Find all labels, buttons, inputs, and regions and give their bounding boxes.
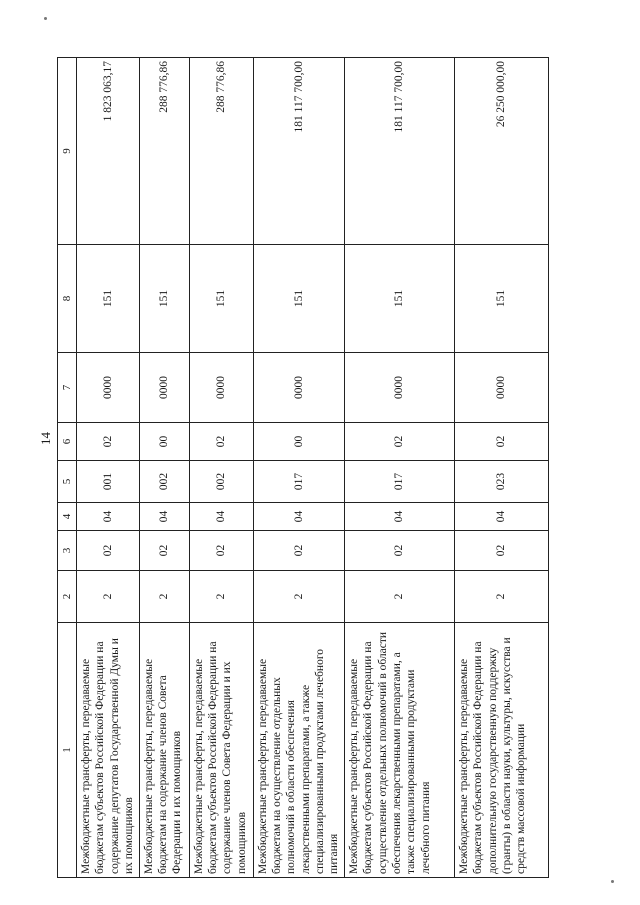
cell-c6: 00 bbox=[253, 423, 344, 461]
cell-c3: 02 bbox=[344, 531, 454, 571]
cell-amount: 288 776,86 bbox=[189, 58, 253, 245]
cell-c4: 04 bbox=[253, 503, 344, 531]
cell-c6: 02 bbox=[77, 423, 140, 461]
header-row bbox=[58, 58, 77, 878]
cell-c4: 04 bbox=[454, 503, 548, 531]
cell-c5: 017 bbox=[253, 461, 344, 503]
cell-amount: 181 117 700,00 bbox=[253, 58, 344, 245]
cell-c4: 04 bbox=[77, 503, 140, 531]
cell-c8: 151 bbox=[253, 245, 344, 353]
cell-c7: 0000 bbox=[344, 353, 454, 423]
rotated-table-wrapper bbox=[57, 58, 547, 878]
cell-c3: 02 bbox=[77, 531, 140, 571]
cell-c8: 151 bbox=[189, 245, 253, 353]
cell-c5: 023 bbox=[454, 461, 548, 503]
cell-amount: 288 776,86 bbox=[139, 58, 189, 245]
cell-c7: 0000 bbox=[139, 353, 189, 423]
col-header-3: 3 bbox=[58, 531, 77, 571]
cell-c7: 0000 bbox=[77, 353, 140, 423]
cell-c5: 017 bbox=[344, 461, 454, 503]
col-header-2: 2 bbox=[58, 571, 77, 623]
scan-speck bbox=[44, 17, 47, 20]
cell-c2: 2 bbox=[77, 571, 140, 623]
cell-c8: 151 bbox=[139, 245, 189, 353]
cell-c5: 002 bbox=[189, 461, 253, 503]
cell-c6: 02 bbox=[189, 423, 253, 461]
cell-c3: 02 bbox=[253, 531, 344, 571]
cell-c8: 151 bbox=[77, 245, 140, 353]
cell-c7: 0000 bbox=[454, 353, 548, 423]
col-header-1: 1 bbox=[58, 623, 77, 878]
row-name: Межбюджетные трансферты, передаваемые бюджетам субъектов Российской Федерации на содержание членов Совета Федерации и их помощников bbox=[189, 623, 253, 878]
cell-c2: 2 bbox=[454, 571, 548, 623]
row-name: Межбюджетные трансферты, передаваемые бюджетам на содержание членов Совета Федерации и их помощников bbox=[139, 623, 189, 878]
cell-c2: 2 bbox=[139, 571, 189, 623]
col-header-8: 8 bbox=[58, 245, 77, 353]
table-row bbox=[139, 58, 189, 878]
col-header-4: 4 bbox=[58, 503, 77, 531]
cell-c5: 002 bbox=[139, 461, 189, 503]
table-row bbox=[77, 58, 140, 878]
table-row bbox=[253, 58, 344, 878]
cell-amount: 181 117 700,00 bbox=[344, 58, 454, 245]
cell-c4: 04 bbox=[189, 503, 253, 531]
page-number: 14 bbox=[38, 432, 53, 445]
col-header-7: 7 bbox=[58, 353, 77, 423]
cell-c3: 02 bbox=[454, 531, 548, 571]
cell-c5: 001 bbox=[77, 461, 140, 503]
row-name: Межбюджетные трансферты, передаваемые бюджетам субъектов Российской Федерации на содержание депутатов Государственной Думы и их помощников bbox=[77, 623, 140, 878]
cell-c2: 2 bbox=[344, 571, 454, 623]
budget-table bbox=[57, 57, 549, 878]
table-row bbox=[189, 58, 253, 878]
cell-c6: 02 bbox=[344, 423, 454, 461]
cell-amount: 26 250 000,00 bbox=[454, 58, 548, 245]
row-name: Межбюджетные трансферты, передаваемые бюджетам субъектов Российской Федерации на осуществление отдельных полномочий в области обеспечения лекарственными препаратами, а также специализированными продуктами лечебного питания bbox=[344, 623, 454, 878]
cell-c3: 02 bbox=[189, 531, 253, 571]
col-header-5: 5 bbox=[58, 461, 77, 503]
cell-c8: 151 bbox=[344, 245, 454, 353]
cell-c8: 151 bbox=[454, 245, 548, 353]
col-header-6: 6 bbox=[58, 423, 77, 461]
cell-amount: 1 823 063,17 bbox=[77, 58, 140, 245]
table-row bbox=[344, 58, 454, 878]
scan-speck bbox=[611, 880, 614, 883]
cell-c3: 02 bbox=[139, 531, 189, 571]
cell-c7: 0000 bbox=[189, 353, 253, 423]
cell-c6: 00 bbox=[139, 423, 189, 461]
cell-c6: 02 bbox=[454, 423, 548, 461]
col-header-9: 9 bbox=[58, 58, 77, 245]
row-name: Межбюджетные трансферты, передаваемые бюджетам субъектов Российской Федерации на дополнительную государственную поддержку (гранты) в области науки, культуры, искусства и средств массовой информации bbox=[454, 623, 548, 878]
cell-c2: 2 bbox=[189, 571, 253, 623]
row-name: Межбюджетные трансферты, передаваемые бюджетам на осуществление отдельных полномочий в области обеспечения лекарственными препаратами, а также специализированными продуктами лечебного питания bbox=[253, 623, 344, 878]
cell-c4: 04 bbox=[139, 503, 189, 531]
cell-c4: 04 bbox=[344, 503, 454, 531]
cell-c2: 2 bbox=[253, 571, 344, 623]
cell-c7: 0000 bbox=[253, 353, 344, 423]
table-row bbox=[454, 58, 548, 878]
